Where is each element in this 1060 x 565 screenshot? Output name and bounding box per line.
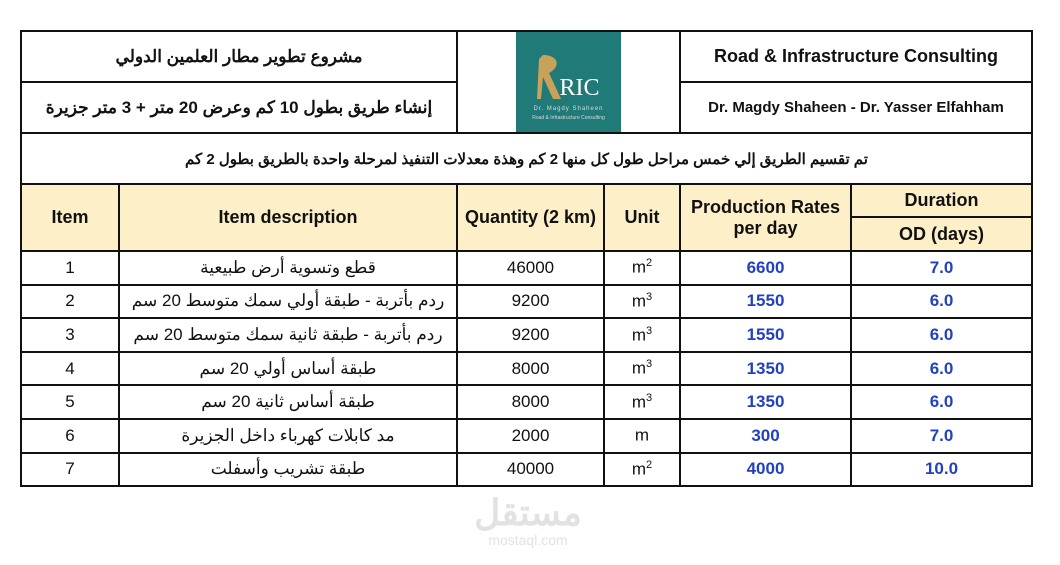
unit: $m^3$ [604, 352, 680, 386]
table-row [21, 285, 1032, 319]
col-quantity: Quantity (2 km) [457, 184, 604, 251]
table-row [21, 352, 1032, 386]
col-unit: Unit [604, 184, 680, 251]
item-description: ردم بأتربة - طبقة أولي سمك متوسط 20 سم [119, 285, 457, 319]
quantity: 9200 [457, 285, 604, 319]
duration-days: 7.0 [851, 251, 1032, 285]
production-rate: 300 [680, 419, 851, 453]
col-description: Item description [119, 184, 457, 251]
table-row [21, 318, 1032, 352]
table-row [21, 419, 1032, 453]
quantity: 8000 [457, 385, 604, 419]
unit: $m^3$ [604, 318, 680, 352]
item-description: طبقة أساس ثانية 20 سم [119, 385, 457, 419]
duration-days: 6.0 [851, 352, 1032, 386]
table-row [21, 385, 1032, 419]
unit: m [604, 419, 680, 453]
production-rate: 4000 [680, 453, 851, 487]
item-description: ردم بأتربة - طبقة ثانية سمك متوسط 20 سم [119, 318, 457, 352]
quantity: 46000 [457, 251, 604, 285]
logo-cell [457, 31, 680, 133]
logo-mark [537, 49, 599, 101]
mostaql-watermark: مستقل mostaql.com [474, 492, 582, 548]
duration-days: 6.0 [851, 385, 1032, 419]
duration-days: 7.0 [851, 419, 1032, 453]
logo-tagline: Road & Infrastructure Consulting [532, 114, 605, 121]
quantity: 8000 [457, 352, 604, 386]
production-rate: 1550 [680, 285, 851, 319]
item-number: 2 [21, 285, 119, 319]
col-duration: Duration [851, 184, 1032, 217]
production-rate: 1350 [680, 352, 851, 386]
item-number: 5 [21, 385, 119, 419]
table-row [21, 251, 1032, 285]
item-description: طبقة تشريب وأسفلت [119, 453, 457, 487]
col-od: OD (days) [851, 217, 1032, 251]
production-rate: 1350 [680, 385, 851, 419]
logo-subtitle: Dr. Magdy Shaheen [533, 105, 604, 112]
unit: $m^2$ [604, 453, 680, 487]
company-name: Road & Infrastructure Consulting [680, 31, 1032, 82]
production-rate: 1550 [680, 318, 851, 352]
quantity: 40000 [457, 453, 604, 487]
col-item: Item [21, 184, 119, 251]
quantity: 2000 [457, 419, 604, 453]
quantity: 9200 [457, 318, 604, 352]
production-rates-table [20, 30, 1033, 487]
project-title: مشروع تطوير مطار العلمين الدولي [21, 31, 457, 82]
item-description: مد كابلات كهرباء داخل الجزيرة [119, 419, 457, 453]
item-description: طبقة أساس أولي 20 سم [119, 352, 457, 386]
ric-logo [516, 32, 621, 132]
unit: $m^3$ [604, 285, 680, 319]
item-number: 4 [21, 352, 119, 386]
col-production-rate: Production Rates per day [680, 184, 851, 251]
item-number: 3 [21, 318, 119, 352]
authors: Dr. Magdy Shaheen - Dr. Yasser Elfahham [680, 82, 1032, 133]
unit: $m^2$ [604, 251, 680, 285]
item-number: 1 [21, 251, 119, 285]
item-number: 6 [21, 419, 119, 453]
item-description: قطع وتسوية أرض طبيعية [119, 251, 457, 285]
production-rate: 6600 [680, 251, 851, 285]
note: تم تقسيم الطريق إلي خمس مراحل طول كل منها 2 كم وهذة معدلات التنفيذ لمرحلة واحدة بالطريق بطول 2 كم [21, 133, 1032, 184]
duration-days: 6.0 [851, 285, 1032, 319]
unit: $m^3$ [604, 385, 680, 419]
duration-days: 10.0 [851, 453, 1032, 487]
item-number: 7 [21, 453, 119, 487]
project-scope: إنشاء طريق بطول 10 كم وعرض 20 متر + 3 متر جزيرة [21, 82, 457, 133]
logo-text: RIC [559, 74, 600, 101]
duration-days: 6.0 [851, 318, 1032, 352]
table-row [21, 453, 1032, 487]
